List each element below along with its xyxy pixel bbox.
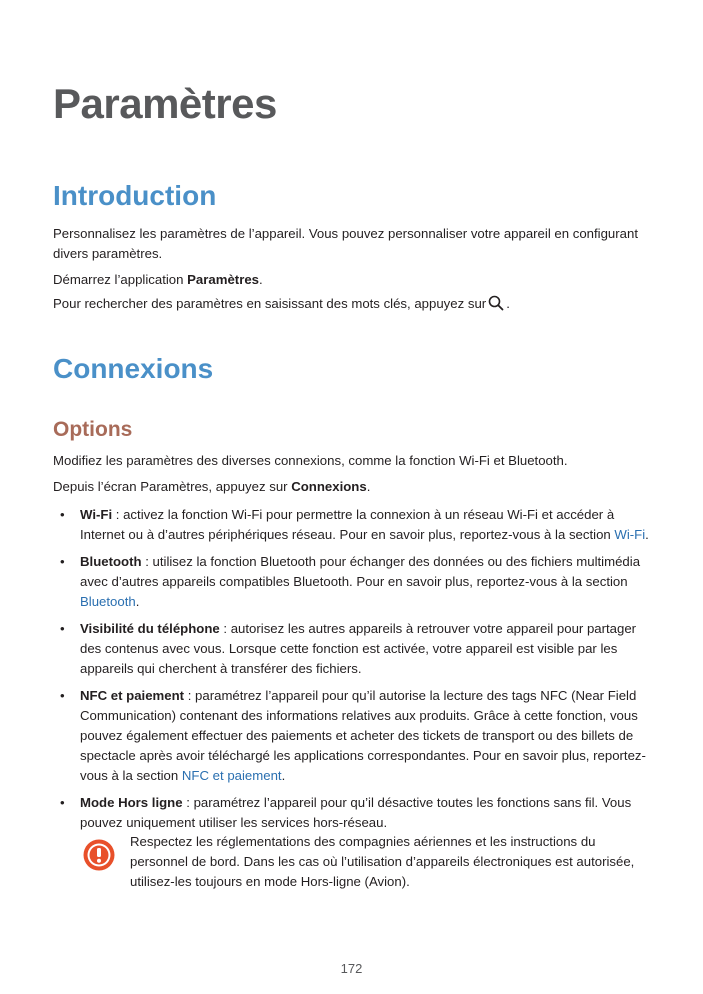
page-number: 172: [340, 961, 363, 976]
subheading-options: Options: [53, 418, 133, 441]
app-name-parametres: Paramètres: [187, 272, 259, 287]
options-paragraph: Modifiez les paramètres des diverses connexions, comme la fonction Wi-Fi et Bluetooth.: [53, 453, 568, 468]
list-item-wifi: • Wi-Fi : activez la fonction Wi-Fi pour permettre la connexion à un réseau Wi-Fi et accéder à Internet ou à d’autres périphériques réseau. Pour en savoir plus, reportez-vous à la section Wi-Fi.: [60, 507, 649, 542]
link-wifi[interactable]: Wi-Fi: [614, 527, 646, 542]
intro-paragraph: Personnalisez les paramètres de l’appareil. Vous pouvez personnaliser votre appareil en configurant divers paramètres.: [53, 226, 638, 261]
intro-launch-paragraph: Démarrez l’application Paramètres.: [53, 272, 263, 287]
link-nfc[interactable]: NFC et paiement: [181, 768, 282, 783]
link-bluetooth[interactable]: Bluetooth: [80, 594, 136, 609]
menu-name-connexions: Connexions: [291, 479, 367, 494]
options-list: [53, 505, 653, 840]
options-instruction-paragraph: Depuis l’écran Paramètres, appuyez sur Connexions.: [53, 479, 371, 494]
list-item-visibilite: • Visibilité du téléphone : autorisez les autres appareils à retrouver votre appareil pour partager des contenus avec vous. Lorsque cette fonction est activée, votre appareil est visible par les appareils qui cherchent à transférer des fichiers.: [60, 621, 637, 676]
warning-text: Respectez les réglementations des compagnies aériennes et les instructions du personnel de bord. Dans les cas où l’utilisation d’appareils électroniques est autorisée, utilisez-les toujours en mode Hors-ligne (Avion).: [130, 834, 635, 889]
list-item-bluetooth: • Bluetooth : utilisez la fonction Bluetooth pour échanger des données ou des fichiers multimédia avec d’autres appareils compatibles Bluetooth. Pour en savoir plus, reportez-vous à la section Bluetooth.: [60, 554, 641, 609]
list-item-nfc: • NFC et paiement : paramétrez l’appareil pour qu’il autorise la lecture des tags NFC (Near Field Communication) contenant des informations relatives aux produits. Grâce à cette fonction, vous pouvez également effectuer des paiements et acheter des tickets de transport ou des billets de spectacle après avoir téléchargé les applications correspondantes. Pour en savoir plus, reportez-vous à la section NFC et paiement.: [60, 688, 646, 783]
list-item-mode-hors-ligne: • Mode Hors ligne : paramétrez l’appareil pour qu’il désactive toutes les fonctions sans fil. Vous pouvez uniquement utiliser les services hors-réseau.: [60, 795, 632, 830]
page-title: Paramètres: [53, 80, 277, 127]
intro-search-paragraph: Pour rechercher des paramètres en saisissant des mots clés, appuyez sur .: [53, 296, 510, 311]
section-heading-connexions: Connexions: [53, 353, 214, 384]
search-icon: [488, 295, 504, 311]
section-heading-introduction: Introduction: [53, 180, 217, 211]
warning-icon: [82, 838, 116, 872]
